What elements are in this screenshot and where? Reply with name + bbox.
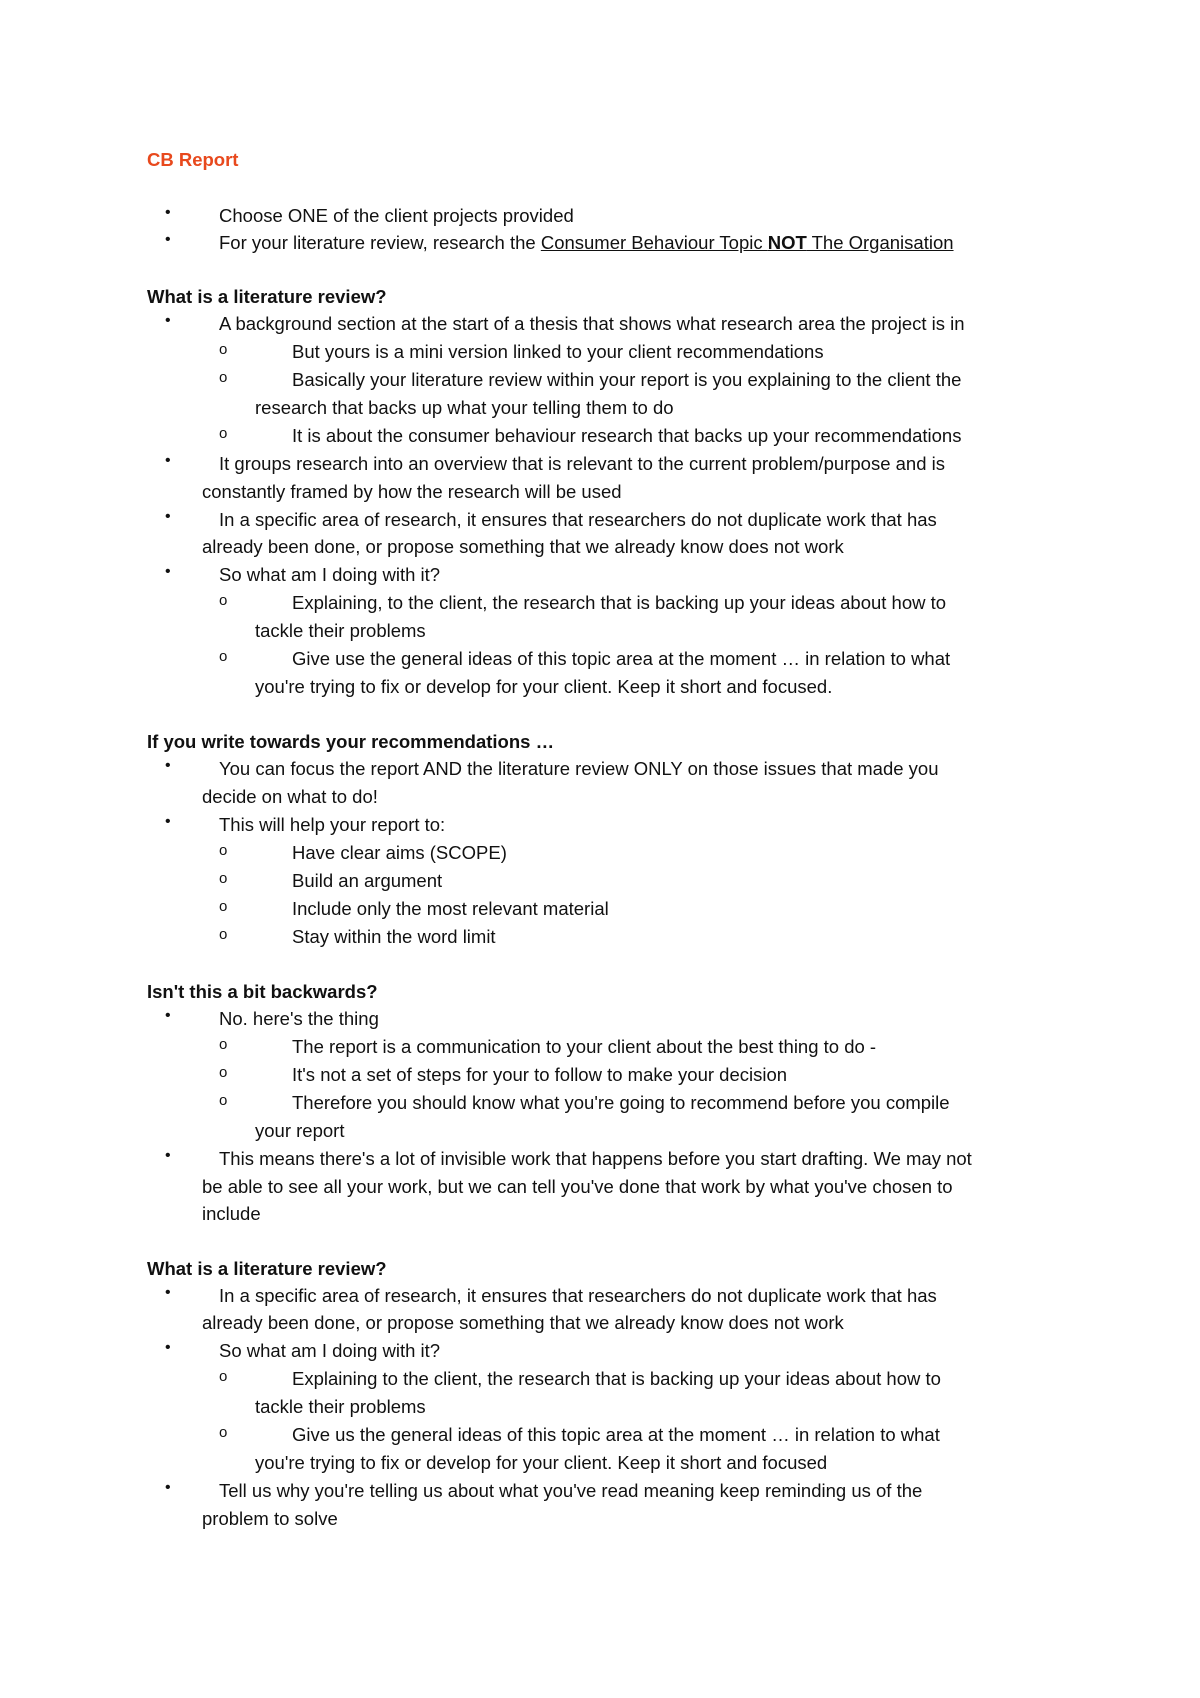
sub-list-item: It is about the consumer behaviour research that backs up your recommendations xyxy=(292,425,962,446)
list-item: For your literature review, research the Consumer Behaviour Topic NOT The Organisation xyxy=(219,232,954,253)
list-item-continuation: include xyxy=(202,1203,261,1224)
bullet-marker: • xyxy=(165,1284,171,1301)
sub-list-item: It's not a set of steps for your to follow to make your decision xyxy=(292,1064,788,1085)
sub-bullet-marker: o xyxy=(219,898,228,915)
sub-bullet-marker: o xyxy=(219,1064,228,1081)
list-item: This will help your report to: xyxy=(219,814,446,835)
sub-list-item: Therefore you should know what you're going to recommend before you compile xyxy=(292,1092,950,1113)
sub-bullet-marker: o xyxy=(219,926,228,943)
list-item: You can focus the report AND the literature review ONLY on those issues that made you xyxy=(219,758,939,779)
bullet-marker: • xyxy=(165,508,171,525)
sub-bullet-marker: o xyxy=(219,1036,228,1053)
sub-list-item-continuation: tackle their problems xyxy=(255,620,426,641)
sub-bullet-marker: o xyxy=(219,1092,228,1109)
sub-bullet-marker: o xyxy=(219,1424,228,1441)
list-item: In a specific area of research, it ensures that researchers do not duplicate work that has xyxy=(219,509,937,530)
list-item-continuation: problem to solve xyxy=(202,1508,338,1529)
sub-list-item: Basically your literature review within your report is you explaining to the client the xyxy=(292,369,962,390)
bullet-marker: • xyxy=(165,452,171,469)
sub-bullet-marker: o xyxy=(219,369,228,386)
sub-list-item: Build an argument xyxy=(292,870,443,891)
list-item-continuation: be able to see all your work, but we can tell you've done that work by what you've chosen to xyxy=(202,1176,953,1197)
sub-list-item: Give us the general ideas of this topic area at the moment … in relation to what xyxy=(292,1424,940,1445)
sub-bullet-marker: o xyxy=(219,842,228,859)
document-title: CB Report xyxy=(147,149,239,170)
list-item-continuation: decide on what to do! xyxy=(202,786,378,807)
sub-list-item: Explaining, to the client, the research that is backing up your ideas about how to xyxy=(292,592,947,613)
sub-list-item: Have clear aims (SCOPE) xyxy=(292,842,507,863)
section-heading: Isn't this a bit backwards? xyxy=(147,981,378,1002)
list-item: So what am I doing with it? xyxy=(219,1340,441,1361)
sub-list-item-continuation: research that backs up what your telling them to do xyxy=(255,397,674,418)
bullet-marker: • xyxy=(165,1339,171,1356)
list-item: It groups research into an overview that is relevant to the current problem/purpose and is xyxy=(219,453,945,474)
bullet-marker: • xyxy=(165,231,171,248)
list-item: So what am I doing with it? xyxy=(219,564,441,585)
list-item: A background section at the start of a thesis that shows what research area the project is in xyxy=(219,313,965,334)
list-item: No. here's the thing xyxy=(219,1008,379,1029)
bullet-marker: • xyxy=(165,312,171,329)
list-item: In a specific area of research, it ensures that researchers do not duplicate work that has xyxy=(219,1285,937,1306)
sub-list-item: Give use the general ideas of this topic area at the moment … in relation to what xyxy=(292,648,951,669)
sub-list-item-continuation: you're trying to fix or develop for your client. Keep it short and focused xyxy=(255,1452,828,1473)
sub-bullet-marker: o xyxy=(219,870,228,887)
bullet-marker: • xyxy=(165,1479,171,1496)
sub-bullet-marker: o xyxy=(219,1368,228,1385)
list-item-continuation: already been done, or propose something that we already know does not work xyxy=(202,536,844,557)
bullet-marker: • xyxy=(165,204,171,221)
bullet-marker: • xyxy=(165,1007,171,1024)
bullet-marker: • xyxy=(165,1147,171,1164)
sub-list-item-continuation: your report xyxy=(255,1120,345,1141)
sub-list-item: The report is a communication to your client about the best thing to do - xyxy=(292,1036,877,1057)
bullet-marker: • xyxy=(165,813,171,830)
sub-list-item: Include only the most relevant material xyxy=(292,898,609,919)
sub-list-item-continuation: tackle their problems xyxy=(255,1396,426,1417)
bullet-marker: • xyxy=(165,563,171,580)
underlined-topic: Consumer Behaviour Topic NOT The Organisation xyxy=(540,232,954,253)
sub-bullet-marker: o xyxy=(219,592,228,609)
section-heading: If you write towards your recommendations … xyxy=(147,731,555,752)
sub-list-item: But yours is a mini version linked to your client recommendations xyxy=(292,341,824,362)
sub-bullet-marker: o xyxy=(219,425,228,442)
sub-list-item: Explaining to the client, the research that is backing up your ideas about how to xyxy=(292,1368,941,1389)
bullet-marker: • xyxy=(165,757,171,774)
list-item-continuation: already been done, or propose something that we already know does not work xyxy=(202,1312,844,1333)
section-heading: What is a literature review? xyxy=(147,286,387,307)
list-item: This means there's a lot of invisible work that happens before you start drafting. We may not xyxy=(219,1148,972,1169)
sub-list-item: Stay within the word limit xyxy=(292,926,496,947)
list-item-continuation: constantly framed by how the research will be used xyxy=(202,481,622,502)
sub-list-item-continuation: you're trying to fix or develop for your client. Keep it short and focused. xyxy=(255,676,833,697)
sub-bullet-marker: o xyxy=(219,341,228,358)
list-item: Choose ONE of the client projects provided xyxy=(219,205,574,226)
list-item: Tell us why you're telling us about what you've read meaning keep reminding us of the xyxy=(219,1480,923,1501)
section-heading: What is a literature review? xyxy=(147,1258,387,1279)
sub-bullet-marker: o xyxy=(219,648,228,665)
